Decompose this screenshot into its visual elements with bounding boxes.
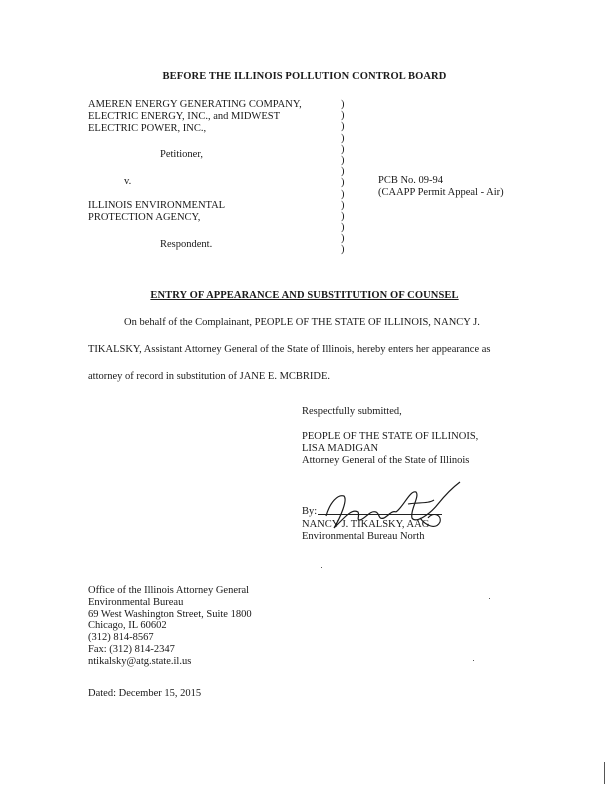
paren: ): [341, 210, 345, 222]
scan-speck: [489, 598, 490, 599]
caption-parentheses: [341, 100, 345, 257]
paren: ): [341, 166, 345, 178]
petitioner-names: [88, 100, 302, 136]
respondent-names: [88, 201, 225, 225]
versus-label: v.: [124, 176, 132, 187]
scan-edge-mark: [604, 762, 605, 784]
respondent-line: PROTECTION AGENCY,: [88, 212, 201, 223]
petitioner-label: Petitioner,: [160, 149, 204, 160]
body-line-3: attorney of record in substitution of JANE E. MCBRIDE.: [88, 371, 331, 382]
party-name: PEOPLE OF THE STATE OF ILLINOIS,: [302, 431, 479, 442]
paren: ): [341, 244, 345, 256]
office-address: [88, 586, 252, 669]
paren: ): [341, 188, 345, 200]
paren: ): [341, 233, 345, 245]
signer-name: NANCY J. TIKALSKY, AAG: [302, 519, 430, 530]
scan-speck: [473, 660, 474, 661]
attorney-general-title: Attorney General of the State of Illinois: [302, 455, 470, 466]
paren: ): [341, 199, 345, 211]
bureau-name: Environmental Bureau North: [302, 531, 425, 542]
signature-party-block: [302, 432, 478, 468]
attorney-general-name: LISA MADIGAN: [302, 443, 379, 454]
office-line: 69 West Washington Street, Suite 1800: [88, 608, 252, 620]
body-line-2: TIKALSKY, Assistant Attorney General of the State of Illinois, hereby enters her appearance as: [88, 344, 491, 355]
paren: ): [341, 132, 345, 144]
case-info: [378, 176, 504, 200]
office-line: ntikalsky@atg.state.il.us: [88, 655, 192, 667]
office-line: (312) 814-8567: [88, 632, 154, 644]
paren: ): [341, 143, 345, 155]
closing: Respectfully submitted,: [302, 406, 402, 417]
handwritten-signature: [300, 478, 465, 548]
paren: ): [341, 222, 345, 234]
office-line: Chicago, IL 60602: [88, 620, 167, 632]
respondent-line: ILLINOIS ENVIRONMENTAL: [88, 200, 226, 211]
body-line-1: On behalf of the Complainant, PEOPLE OF THE STATE OF ILLINOIS, NANCY J.: [124, 317, 480, 328]
paren: ): [341, 121, 345, 133]
petitioner-line: ELECTRIC ENERGY, INC., and MIDWEST: [88, 111, 280, 122]
petitioner-line: ELECTRIC POWER, INC.,: [88, 123, 207, 134]
dated-line: Dated: December 15, 2015: [88, 688, 202, 699]
entry-title: ENTRY OF APPEARANCE AND SUBSTITUTION OF COUNSEL: [150, 290, 459, 301]
case-number: PCB No. 09-94: [378, 175, 444, 186]
office-line: Fax: (312) 814-2347: [88, 643, 175, 655]
board-heading: BEFORE THE ILLINOIS POLLUTION CONTROL BOARD: [162, 71, 447, 82]
scan-speck: [321, 567, 322, 568]
office-line: Office of the Illinois Attorney General: [88, 585, 250, 596]
by-label: By:: [302, 506, 318, 517]
respondent-label: Respondent.: [160, 239, 213, 250]
paren: ): [341, 99, 345, 110]
paren: ): [341, 154, 345, 166]
paren: ): [341, 177, 345, 189]
petitioner-line: AMEREN ENERGY GENERATING COMPANY,: [88, 99, 302, 110]
case-type: (CAAPP Permit Appeal - Air): [378, 187, 504, 198]
paren: ): [341, 110, 345, 122]
office-line: Environmental Bureau: [88, 596, 184, 608]
